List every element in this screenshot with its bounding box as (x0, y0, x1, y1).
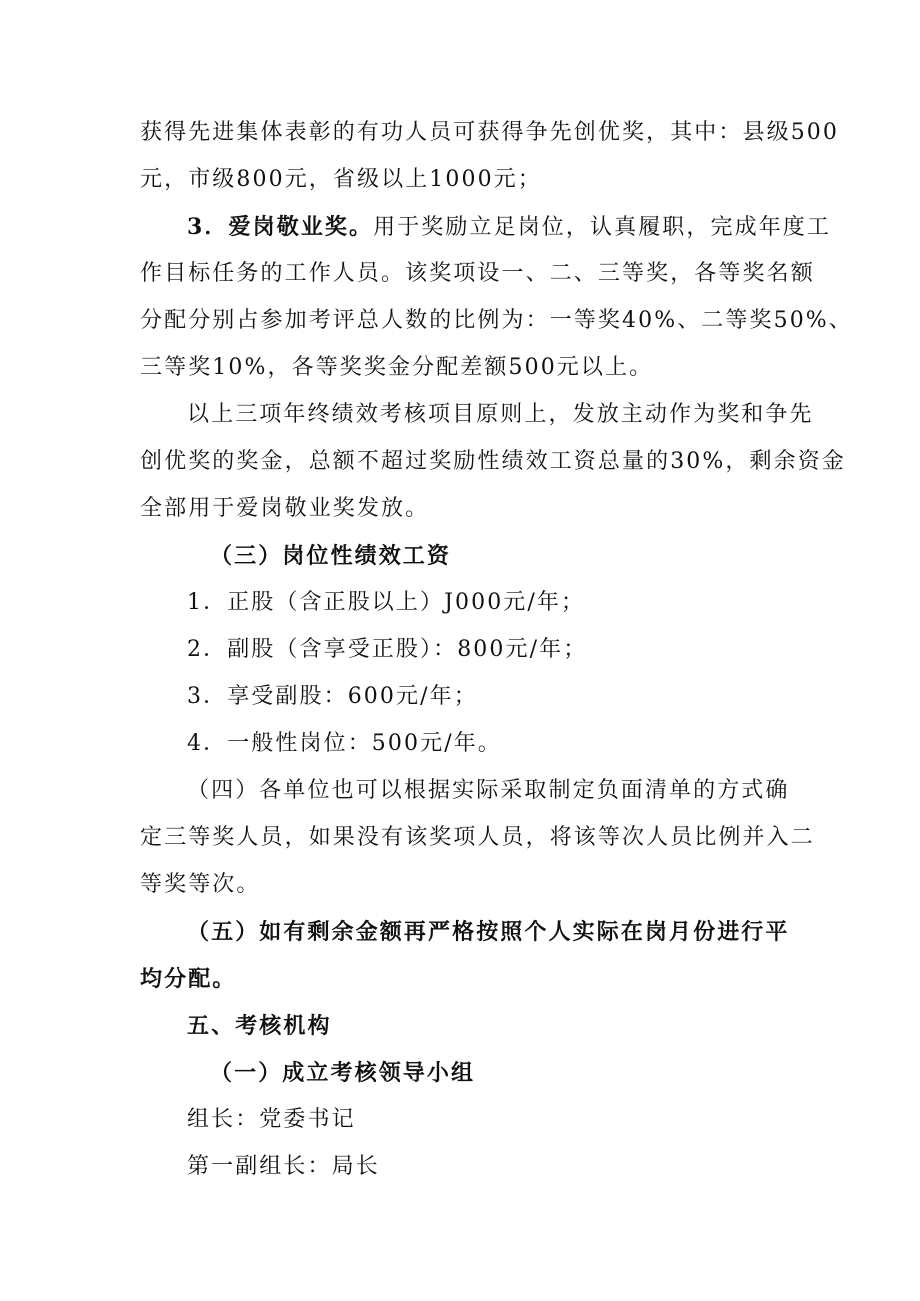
paragraph-line: 元，市级800元，省级以上1000元； (140, 167, 542, 192)
list-item: 4．一般性岗位：500元/年。 (187, 731, 502, 756)
paragraph-line: 等奖等次。 (140, 872, 261, 897)
section-heading-1: （一）成立考核领导小组 (210, 1060, 476, 1086)
section-heading-3: （三）岗位性绩效工资 (210, 543, 452, 569)
paragraph-line: 第一副组长：局长 (187, 1154, 380, 1179)
paragraph-line: 定三等奖人员，如果没有该奖项人员，将该等次人员比例并入二 (140, 825, 815, 850)
section-heading-5-cont: 均分配。 (140, 966, 237, 992)
paragraph-line: 分配分别占参加考评总人数的比例为：一等奖40%、二等奖50%、 (140, 308, 853, 333)
award-item-3-label: 3．爱岗敬业奖。 (187, 214, 374, 240)
paragraph-line: 作目标任务的工作人员。该奖项设一、二、三等奖，各等奖名额 (140, 261, 815, 286)
paragraph-line: 全部用于爱岗敬业奖发放。 (140, 496, 430, 521)
chapter-heading: 五、考核机构 (187, 1013, 332, 1039)
paragraph-line: （四）各单位也可以根据实际采取制定负面清单的方式确 (187, 778, 790, 803)
award-item-3 (187, 212, 831, 243)
list-item: 1．正股（含正股以上）J000元/年； (187, 590, 586, 615)
paragraph-line: 以上三项年终绩效考核项目原则上，发放主动作为奖和争先 (187, 402, 814, 427)
award-item-3-text: 用于奖励立足岗位，认真履职，完成年度工 (373, 215, 832, 240)
list-item: 3．享受副股：600元/年； (187, 684, 478, 709)
paragraph-line: 组长：党委书记 (187, 1107, 356, 1132)
paragraph-line: 获得先进集体表彰的有功人员可获得争先创优奖，其中：县级500 (140, 120, 839, 145)
paragraph-line: 三等奖10%，各等奖奖金分配差额500元以上。 (140, 355, 654, 380)
paragraph-line: 创优奖的奖金，总额不超过奖励性绩效工资总量的30%，剩余资金 (140, 449, 846, 474)
list-item: 2．副股（含享受正股）：800元/年； (187, 637, 588, 662)
section-heading-5: （五）如有剩余金额再严格按照个人实际在岗月份进行平 (187, 919, 790, 945)
